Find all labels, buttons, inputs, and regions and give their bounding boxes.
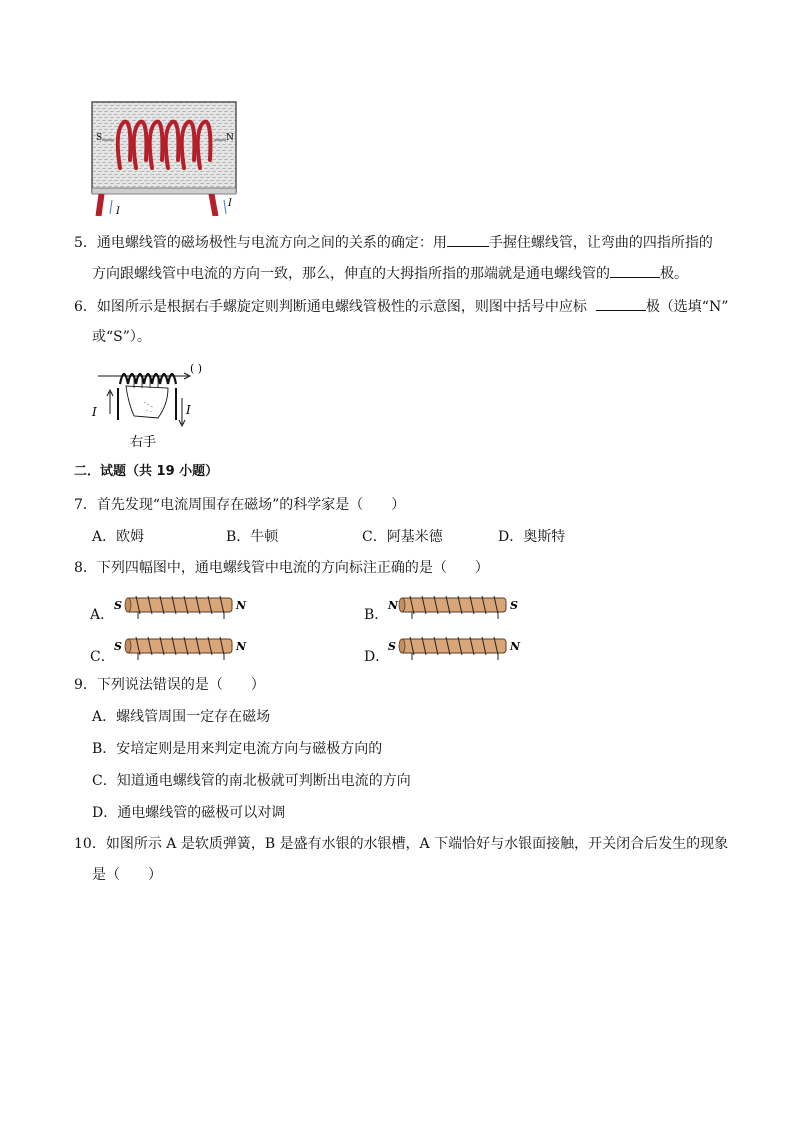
q6-line2: 或“S”）。 xyxy=(92,329,151,345)
q10-line2: 是（ ） xyxy=(92,867,162,883)
coil-end-cap xyxy=(125,639,131,653)
q8-option-a-label[interactable]: A． xyxy=(90,607,115,623)
coil-left-pole: S xyxy=(114,599,122,612)
q6-blank[interactable] xyxy=(596,296,646,311)
q5-line1: 5．通电螺线管的磁场极性与电流方向之间的关系的确定：用 手握住螺线管，让弯曲的四指所指的 xyxy=(74,232,713,252)
photo-left-pole: S xyxy=(96,133,103,143)
hand-current-left: I xyxy=(92,405,97,419)
photo-current-label-right: I xyxy=(228,198,232,209)
q9-option-c[interactable]: C．知道通电螺线管的南北极就可判断出电流的方向 xyxy=(92,773,411,789)
coil-right-pole: S xyxy=(510,599,518,612)
hand-figure-bracket: ( ) xyxy=(190,362,203,375)
q8-coil-d[interactable] xyxy=(386,633,526,661)
q8-option-c-label[interactable]: C． xyxy=(90,649,115,665)
photo-right-pole: N xyxy=(226,133,234,143)
coil-right-pole: N xyxy=(236,599,247,612)
coil-tube xyxy=(400,639,506,653)
coil-end-cap xyxy=(399,598,405,612)
coil-left-pole: S xyxy=(388,640,396,653)
coil-end-cap xyxy=(125,598,131,612)
q5-line2: 方向跟螺线管中电流的方向一致，那么，伸直的大拇指所指的那端就是通电螺线管的 极。 xyxy=(92,263,688,283)
hand-caption: 右手 xyxy=(130,435,157,450)
q8-option-b-label[interactable]: B． xyxy=(364,607,389,623)
coil-left-pole: S xyxy=(114,640,122,653)
coil-right-pole: N xyxy=(236,640,247,653)
solenoid-photo-figure xyxy=(90,100,240,218)
q8-coil-b[interactable] xyxy=(386,592,526,620)
section-title: 二．试题（共 19 小题） xyxy=(74,464,219,479)
q10-line1: 10．如图所示 A 是软质弹簧，B 是盛有水银的水银槽，A 下端恰好与水银面接触，开关闭合后发生的现象 xyxy=(74,836,729,852)
q6-line1: 6．如图所示是根据右手螺旋定则判断通电螺线管极性的示意图，则图中括号中应标 极（选填“N” xyxy=(74,296,728,316)
q9-option-d[interactable]: D．通电螺线管的磁极可以对调 xyxy=(92,805,286,821)
coil-end-cap xyxy=(399,639,405,653)
right-hand-rule-figure xyxy=(88,358,218,450)
q7-option-b[interactable]: B．牛顿 xyxy=(226,529,279,545)
photo-current-label-left: I xyxy=(116,206,120,217)
coil-tube xyxy=(126,598,232,612)
q8-option-d-label[interactable]: D． xyxy=(364,649,390,665)
q7-option-d[interactable]: D．奥斯特 xyxy=(498,529,566,545)
q9-option-b[interactable]: B．安培定则是用来判定电流方向与磁极方向的 xyxy=(92,741,383,757)
coil-right-pole: N xyxy=(510,640,521,653)
hand-current-right: I xyxy=(186,403,191,417)
q7-stem: 7．首先发现“电流周围存在磁场”的科学家是（ ） xyxy=(74,497,406,513)
coil-left-pole: N xyxy=(388,599,399,612)
q5-blank-1[interactable] xyxy=(447,232,489,247)
coil-tube xyxy=(400,598,506,612)
q5-blank-2[interactable] xyxy=(610,263,660,278)
q8-stem: 8．下列四幅图中，通电螺线管中电流的方向标注正确的是（ ） xyxy=(74,560,489,576)
coil-tube xyxy=(126,639,232,653)
q7-option-c[interactable]: C．阿基米德 xyxy=(362,529,443,545)
q8-coil-c[interactable] xyxy=(112,633,252,661)
q9-stem: 9．下列说法错误的是（ ） xyxy=(74,677,265,693)
q7-option-a[interactable]: A．欧姆 xyxy=(92,529,145,545)
q8-coil-a[interactable] xyxy=(112,592,252,620)
q9-option-a[interactable]: A．螺线管周围一定存在磁场 xyxy=(92,709,271,725)
